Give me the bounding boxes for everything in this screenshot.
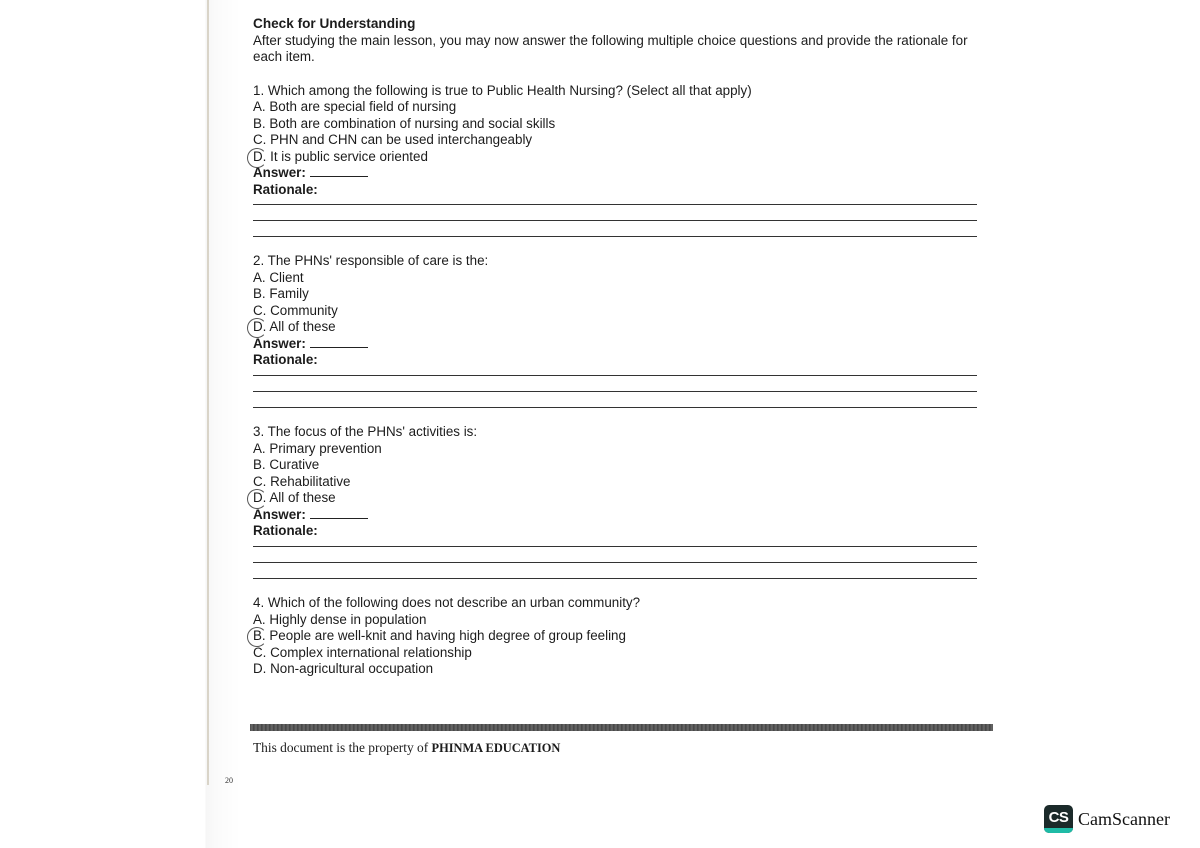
option-d-circled: D. It is public service oriented	[253, 149, 993, 166]
rationale-lines[interactable]	[253, 546, 993, 579]
option-c: C. Community	[253, 302, 338, 318]
camscanner-logo-text: CS	[1048, 809, 1069, 826]
option-c: C. Complex international relationship	[253, 644, 472, 660]
camscanner-logo-icon	[1044, 805, 1073, 833]
binding-edge	[207, 0, 209, 785]
question-1	[253, 83, 993, 238]
answer-label: Answer:	[253, 335, 306, 351]
instructions: After studying the main lesson, you may now answer the following multiple choice questions and provide the rationale for each item.	[253, 32, 968, 64]
question-stem: 1. Which among the following is true to Public Health Nursing? (Select all that apply)	[253, 82, 752, 98]
question-stem: 2. The PHNs' responsible of care is the:	[253, 253, 489, 269]
camscanner-name: CamScanner	[1078, 808, 1170, 829]
rationale-label: Rationale:	[253, 352, 318, 368]
worksheet-content	[253, 16, 993, 678]
answer-label: Answer:	[253, 506, 306, 522]
option-d-circled: D. All of these	[253, 490, 993, 507]
rationale-line	[253, 391, 977, 392]
question-stem: 4. Which of the following does not describe an urban community?	[253, 595, 641, 611]
camscanner-watermark	[1044, 805, 1170, 833]
question-3	[253, 424, 993, 579]
option-a: A. Primary prevention	[253, 440, 382, 456]
answer-blank[interactable]	[310, 336, 368, 348]
rationale-line	[253, 407, 977, 408]
rationale-line	[253, 220, 977, 221]
option-c: C. PHN and CHN can be used interchangeably	[253, 132, 533, 147]
page-number: 20	[225, 776, 233, 785]
rationale-line	[253, 562, 977, 563]
rationale-line	[253, 578, 977, 579]
footer-brand: PHINMA EDUCATION	[431, 741, 561, 755]
rationale-line	[253, 204, 977, 205]
option-b-circled: B. People are well-knit and having high degree of group feeling	[253, 628, 993, 645]
rationale-line	[253, 236, 977, 237]
question-2	[253, 253, 993, 408]
answer-blank[interactable]	[310, 165, 368, 177]
rationale-label: Rationale:	[253, 523, 318, 539]
footer-note	[253, 740, 560, 756]
option-a: A. Both are special field of nursing	[253, 99, 457, 114]
option-d-circled: D. All of these	[253, 319, 993, 336]
option-d: D. Non-agricultural occupation	[253, 661, 434, 677]
answer-blank[interactable]	[310, 507, 368, 519]
answer-row	[253, 336, 993, 353]
rationale-line	[253, 546, 977, 547]
question-stem: 3. The focus of the PHNs' activities is:	[253, 424, 478, 440]
section-title: Check for Understanding	[253, 16, 416, 31]
answer-label: Answer:	[253, 165, 306, 180]
option-b: B. Both are combination of nursing and social skills	[253, 115, 556, 131]
rationale-label: Rationale:	[253, 181, 318, 197]
option-c: C. Rehabilitative	[253, 473, 351, 489]
answer-row	[253, 507, 993, 524]
footer-divider	[250, 724, 993, 731]
rationale-lines[interactable]	[253, 204, 993, 237]
option-a: A. Client	[253, 269, 304, 285]
rationale-line	[253, 375, 977, 376]
option-a: A. Highly dense in population	[253, 611, 427, 627]
footer-prefix: This document is the property of	[253, 740, 432, 755]
question-4	[253, 595, 993, 678]
answer-row	[253, 165, 993, 182]
rationale-lines[interactable]	[253, 375, 993, 408]
option-b: B. Curative	[253, 457, 320, 473]
option-b: B. Family	[253, 286, 309, 302]
